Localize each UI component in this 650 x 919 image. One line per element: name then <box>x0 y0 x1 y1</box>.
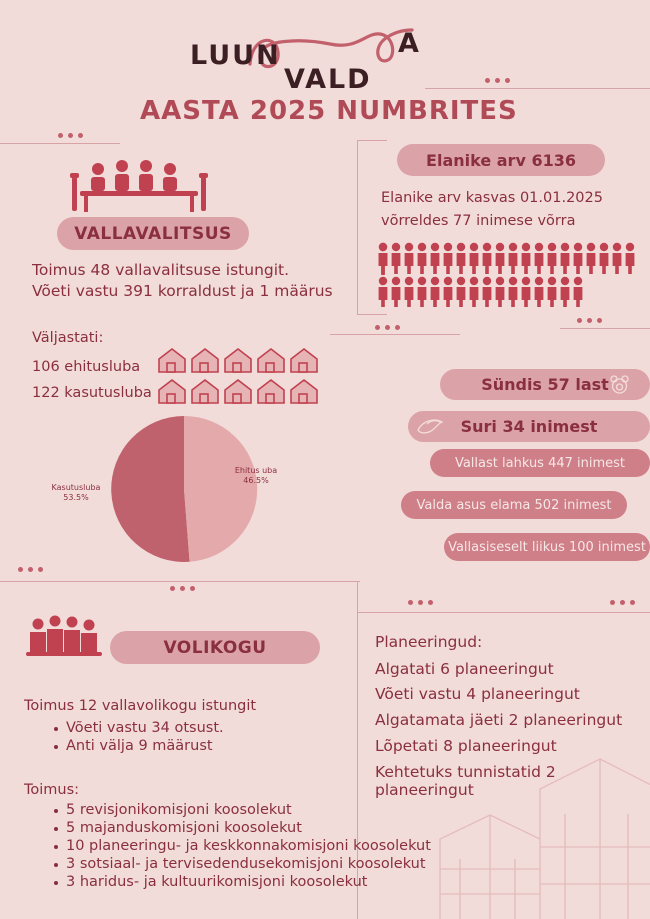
pie-label-ehitusluba <box>216 466 296 486</box>
elanike-line1: Elanike arv kasvas 01.01.2025 <box>381 190 603 206</box>
list-item: Võeti vastu 34 otsust. <box>66 720 224 736</box>
buildings-outline-decoration <box>430 719 650 919</box>
permits-pie-chart <box>108 413 260 565</box>
dove-icon <box>415 414 445 438</box>
dots-decoration-7 <box>408 600 433 605</box>
logo-text-a: A <box>398 28 421 59</box>
internal-pill: Vallasiseselt liikus 100 inimest <box>444 533 650 561</box>
divider-vertical-1 <box>357 140 358 315</box>
planeeringud-line-4: Lõpetati 8 planeeringut <box>375 737 557 755</box>
divider-1 <box>425 88 650 89</box>
logo-text-luun: LUUN <box>190 40 281 71</box>
pie-value-ehitusluba: 46.5% <box>243 476 269 485</box>
dots-decoration-4 <box>577 318 602 323</box>
dots-decoration-1 <box>485 78 510 83</box>
born-pill: Sündis 57 last <box>440 369 650 400</box>
arrived-pill: Valda asus elama 502 inimest <box>401 491 627 519</box>
divider-4 <box>357 314 387 315</box>
logo-text-vald: VALD <box>284 64 372 95</box>
vallavalitsus-heading: VALLAVALITSUS <box>57 217 249 250</box>
logo <box>0 14 650 95</box>
list-item: 5 majanduskomisjoni koosolekut <box>66 820 431 836</box>
elanike-line2: võrreldes 77 inimese võrra <box>381 213 576 229</box>
dots-decoration-8 <box>610 600 635 605</box>
committee-list <box>48 800 431 892</box>
pie-label-ehitusluba-text: Ehitus uba <box>234 466 278 475</box>
planeeringud-line-2: Võeti vastu 4 planeeringut <box>375 685 580 703</box>
died-pill: Suri 34 inimest <box>408 411 650 442</box>
pie-label-kasutusluba-text: Kasutusluba <box>51 483 101 492</box>
list-item: 3 sotsiaal- ja tervisedendusekomisjoni koosolekut <box>66 856 431 872</box>
page-title: AASTA 2025 NUMBRITES <box>140 96 518 126</box>
vallavalitsus-line1: Toimus 48 vallavalitsuse istungit. <box>32 261 290 279</box>
pie-value-kasutusluba: 53.5% <box>63 493 89 502</box>
list-item: 3 haridus- ja kultuurikomisjoni koosolekut <box>66 874 431 890</box>
house-row-icon <box>155 345 330 407</box>
list-item: 10 planeeringu- ja keskkonnakomisjoni koosolekut <box>66 838 431 854</box>
dots-decoration-3 <box>375 325 400 330</box>
divider-3 <box>357 140 387 141</box>
dots-decoration-6 <box>170 586 195 591</box>
issued-label: Väljastati: <box>32 330 104 346</box>
list-item: 5 revisjonikomisjoni koosolekut <box>66 802 431 818</box>
teddy-bear-icon <box>608 374 632 396</box>
planeeringud-line-5: Kehtetuks tunnistatid 2 planeeringut <box>375 763 556 799</box>
dots-decoration-5 <box>18 567 43 572</box>
volikogu-bullets <box>48 718 224 756</box>
planeeringud-line-3: Algatamata jäeti 2 planeeringut <box>375 711 623 729</box>
divider-7 <box>0 581 360 582</box>
toimus-label: Toimus: <box>24 782 80 798</box>
people-crowd-icon <box>378 242 643 307</box>
list-item: Anti välja 9 määrust <box>66 738 224 754</box>
divider-8 <box>357 612 650 613</box>
left-pill: Vallast lahkus 447 inimest <box>430 449 650 477</box>
elanike-heading: Elanike arv 6136 <box>397 144 605 176</box>
dots-decoration-2 <box>58 133 83 138</box>
people-at-table-icon <box>70 155 210 215</box>
divider-2 <box>0 143 120 144</box>
volikogu-heading: VOLIKOGU <box>110 631 320 664</box>
divider-6 <box>560 328 650 329</box>
planeeringud-heading: Planeeringud: <box>375 633 483 651</box>
divider-5 <box>330 334 460 335</box>
vallavalitsus-line2: Võeti vastu 391 korraldust ja 1 määrus <box>32 282 333 300</box>
pie-label-kasutusluba <box>36 483 116 503</box>
issued-use-permits: 122 kasutusluba <box>32 385 152 401</box>
issued-building-permits: 106 ehitusluba <box>32 359 141 375</box>
council-people-icon <box>24 613 114 665</box>
planeeringud-line-1: Algatati 6 planeeringut <box>375 660 554 678</box>
volikogu-line1: Toimus 12 vallavolikogu istungit <box>24 698 257 714</box>
